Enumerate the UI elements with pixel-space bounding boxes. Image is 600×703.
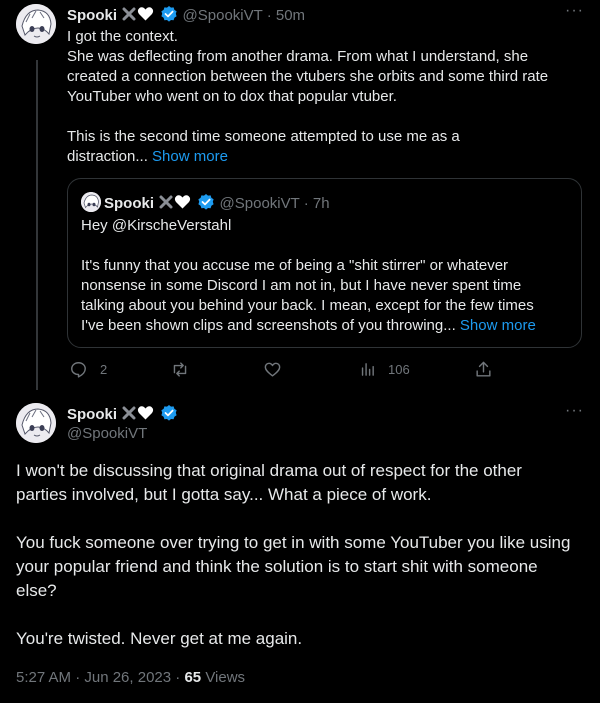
- quoted-avatar: [81, 192, 101, 212]
- reply-line: I got the context.: [67, 28, 178, 45]
- reply-avatar[interactable]: [16, 4, 56, 44]
- reply-author-name[interactable]: Spooki: [67, 7, 118, 24]
- main-author-row: [67, 404, 178, 426]
- cross-mark-icon: [121, 6, 137, 26]
- main-line: [16, 603, 586, 627]
- thread-line: [36, 60, 38, 390]
- retweet-icon: [170, 360, 190, 379]
- quoted-last-line: I've been shown clips and screenshots of you throwing...: [81, 317, 456, 334]
- more-options-icon[interactable]: ···: [565, 402, 584, 419]
- main-line: [16, 507, 586, 531]
- reply-line: YouTuber who went on to dox that popular vtuber.: [67, 88, 397, 105]
- verified-badge-icon[interactable]: [160, 5, 178, 27]
- main-line: else?: [16, 581, 57, 600]
- retweet-button[interactable]: [170, 360, 202, 379]
- reply-line: She was deflecting from another drama. From what I understand, she: [67, 48, 529, 65]
- verified-badge-icon[interactable]: [160, 404, 178, 426]
- main-handle[interactable]: @SpookiVT: [67, 425, 148, 442]
- white-heart-icon: [137, 6, 154, 26]
- quoted-handle: @SpookiVT: [219, 195, 300, 212]
- white-heart-icon: [174, 194, 191, 214]
- main-line: I won't be discussing that original drama out of respect for the other: [16, 461, 522, 480]
- more-options-icon[interactable]: ···: [565, 2, 584, 19]
- reply-button[interactable]: [69, 360, 107, 379]
- quoted-author-name: Spooki: [104, 195, 155, 212]
- quoted-tweet-card[interactable]: [67, 178, 582, 348]
- quoted-line: [81, 236, 576, 256]
- views-label: Views: [205, 669, 246, 686]
- tweet-metadata: [16, 669, 245, 686]
- reply-icon: [69, 360, 88, 379]
- views-icon: [359, 360, 376, 379]
- reply-show-more-link[interactable]: Show more: [152, 148, 228, 165]
- reply-action-bar: [67, 360, 587, 380]
- share-icon: [474, 360, 493, 379]
- quoted-show-more-link[interactable]: Show more: [459, 317, 536, 334]
- views-button[interactable]: [359, 360, 410, 379]
- quoted-line: It's funny that you accuse me of being a "shit stirrer" or whatever: [81, 257, 509, 274]
- quoted-line: [81, 316, 576, 336]
- white-heart-icon: [137, 405, 154, 425]
- quoted-line: Hey @KirscheVerstahl: [81, 217, 232, 234]
- verified-badge-icon: [197, 193, 215, 215]
- main-body: [16, 459, 586, 651]
- views-count-main: 65: [184, 669, 202, 686]
- cross-mark-icon: [121, 405, 137, 425]
- quoted-line: talking about you behind your back. I mean, except for the few times: [81, 297, 534, 314]
- reply-line: [67, 107, 587, 127]
- reply-body: [67, 27, 587, 167]
- reply-count: 2: [100, 362, 108, 377]
- main-line: your popular friend and think the solution is to start shit with someone: [16, 557, 538, 576]
- quoted-body: [81, 216, 576, 336]
- main-avatar[interactable]: [16, 403, 56, 443]
- reply-header: [67, 5, 305, 27]
- reply-handle[interactable]: @SpookiVT: [182, 7, 263, 24]
- main-line: You fuck someone over trying to get in with some YouTuber you like using: [16, 533, 571, 552]
- reply-line: [67, 147, 587, 167]
- cross-mark-icon: [158, 194, 174, 214]
- reply-line: created a connection between the vtubers she orbits and some third rate: [67, 68, 549, 85]
- like-icon: [263, 360, 282, 379]
- reply-separator: ·: [266, 7, 272, 24]
- main-line: You're twisted. Never get at me again.: [16, 629, 303, 648]
- share-button[interactable]: [474, 360, 493, 379]
- like-button[interactable]: [263, 360, 294, 379]
- quoted-header: [104, 193, 330, 215]
- reply-last-line: distraction...: [67, 148, 148, 165]
- main-line: parties involved, but I gotta say... What a piece of work.: [16, 485, 432, 504]
- reply-line: This is the second time someone attempted to use me as a: [67, 128, 460, 145]
- main-author-name[interactable]: Spooki: [67, 406, 118, 423]
- reply-time[interactable]: 50m: [275, 7, 306, 24]
- tweet-timestamp[interactable]: 5:27 AM · Jun 26, 2023 ·: [16, 669, 181, 686]
- quoted-time: 7h: [312, 195, 330, 212]
- quoted-line: nonsense in some Discord I am not in, but I have never spent time: [81, 277, 522, 294]
- views-count: 106: [388, 362, 410, 377]
- quoted-separator: ·: [303, 195, 309, 212]
